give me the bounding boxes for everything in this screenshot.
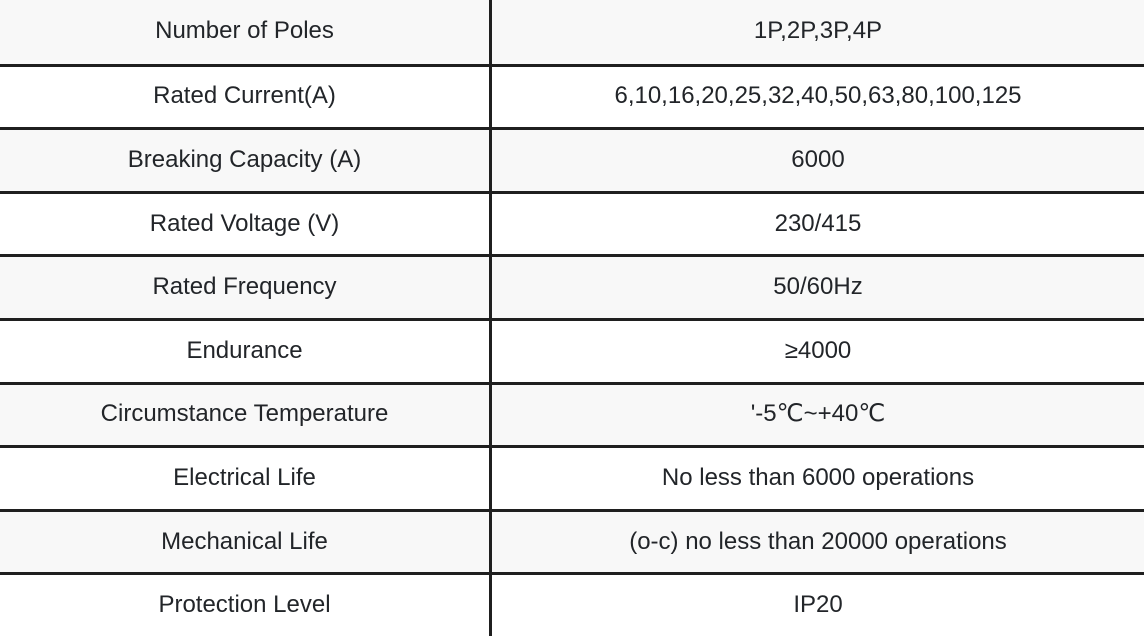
spec-value-cell: IP20 [793, 591, 843, 619]
spec-value-cell: 6000 [791, 146, 845, 174]
table-row [0, 127, 1144, 191]
table-row [0, 509, 1144, 573]
spec-name-cell: Endurance [0, 321, 492, 382]
spec-name-cell: Mechanical Life [0, 512, 492, 573]
spec-name-cell: Circumstance Temperature [0, 385, 492, 446]
table-row [0, 318, 1144, 382]
table-row [0, 445, 1144, 509]
table-row [0, 254, 1144, 318]
spec-value-cell: 230/415 [774, 209, 862, 237]
table-row [0, 572, 1144, 636]
spec-name-cell: Rated Current(A) [0, 67, 492, 128]
table-row [0, 191, 1144, 255]
spec-value-cell: 6,10,16,20,25,32,40,50,63,80,100,125 [614, 82, 1022, 110]
spec-value-cell: '-5℃~+40℃ [750, 400, 886, 428]
spec-value-cell: ≥4000 [784, 336, 852, 364]
table-row [0, 64, 1144, 128]
spec-name-cell: Electrical Life [0, 448, 492, 509]
spec-name-cell: Rated Frequency [0, 257, 492, 318]
table-row [0, 382, 1144, 446]
spec-name-cell: Breaking Capacity (A) [0, 130, 492, 191]
spec-value-cell: 50/60Hz [773, 273, 863, 301]
spec-value-cell: 1P,2P,3P,4P [753, 17, 883, 45]
spec-name-cell: Rated Voltage (V) [0, 194, 492, 255]
spec-name-cell: Number of Poles [0, 0, 492, 64]
spec-name-cell: Protection Level [0, 575, 492, 636]
spec-value-cell: No less than 6000 operations [661, 464, 975, 492]
spec-value-cell: (o-c) no less than 20000 operations [629, 527, 1007, 555]
table-row [0, 0, 1144, 64]
